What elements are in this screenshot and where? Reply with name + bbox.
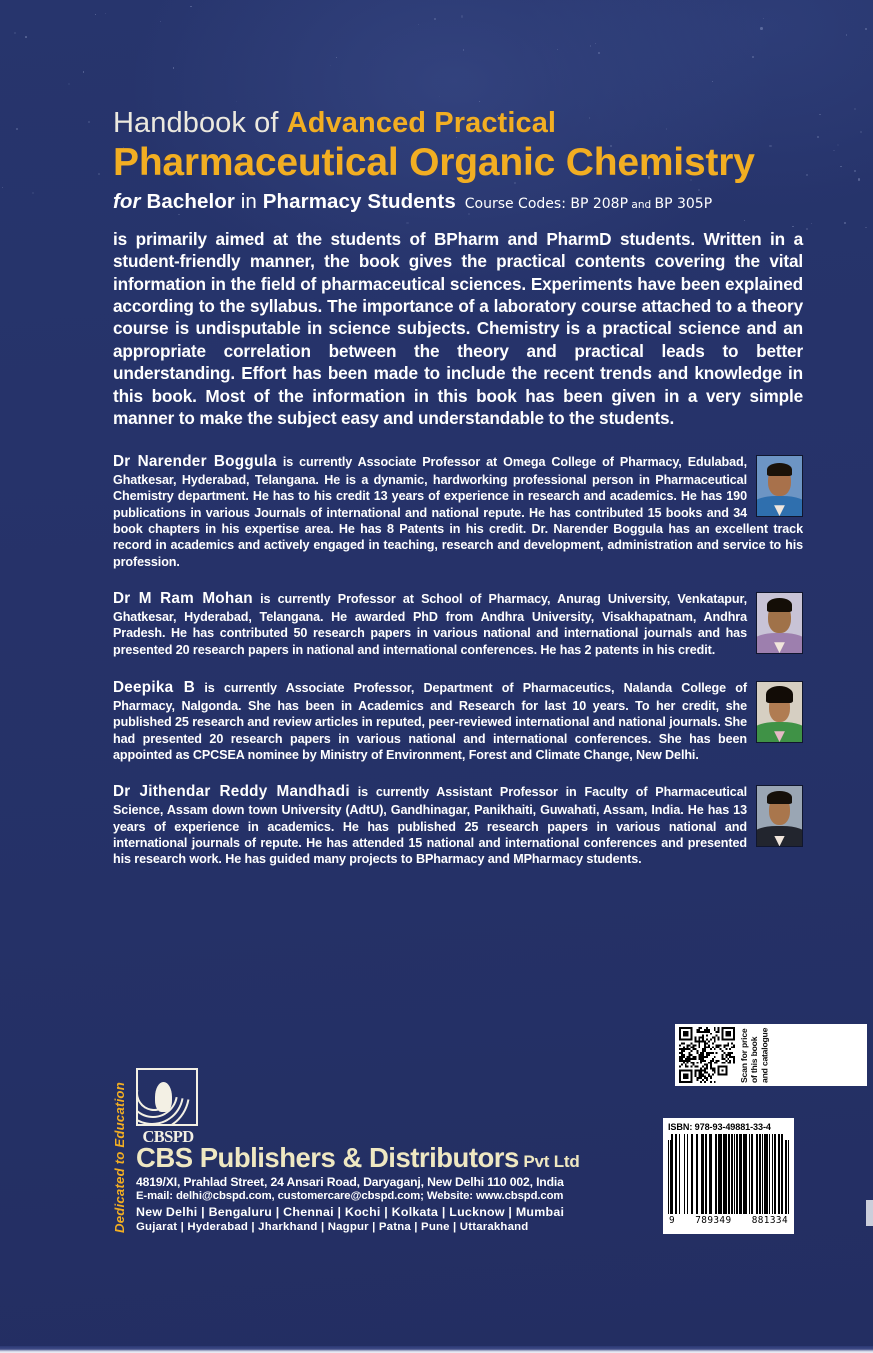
edge-tick-mark <box>866 1200 873 1226</box>
publisher-name-suffix: Pvt Ltd <box>518 1152 580 1171</box>
author-bio-item <box>113 452 803 570</box>
barcode-digit-prefix: 9 <box>669 1215 676 1226</box>
qr-code-icon <box>679 1027 735 1083</box>
author-name: Deepika B <box>113 679 196 697</box>
publisher-name-main: CBS Publishers & Distributors <box>136 1142 519 1173</box>
course-codes <box>456 196 712 212</box>
course-codes-label: Course Codes: <box>464 195 571 212</box>
subtitle-bachelor: Bachelor <box>146 189 241 213</box>
barcode-icon <box>668 1134 789 1214</box>
barcode-digits <box>668 1215 789 1226</box>
author-bio-item <box>113 678 803 763</box>
author-bio-text: is currently Assistant Professor in Faculty of Pharmaceutical Science, Assam down town University (AdtU), Gandhinagar, Panikhaiti, Guwahati, Assam, India. He has 13 years of experience in academics. He has published 25 research papers in various national and international journals of repute. He has attended 15 national and international conferences and presented his research work. He has guided many projects to BPharmacy and MPharmacy students. <box>113 785 747 867</box>
author-bio-text: is currently Professor at School of Pharmacy, Anurag University, Venkatapur, Ghatkesar, Hyderabad, Telangana. He awarded PhD from Andhra University, Visakhapatnam, Andhra Pradesh. He has contributed 50 research papers in various national and international journals and has presented 20 research papers in national and international conferences. He has 2 patents in his credit. <box>113 592 747 657</box>
author-bio-item <box>113 782 803 867</box>
cbspd-logo-word: CBSPD <box>142 1127 194 1146</box>
title-accent: Advanced Practical <box>286 107 557 139</box>
barcode-digit-group-2: 881334 <box>751 1215 788 1226</box>
book-description: is primarily aimed at the students of BPharm and PharmD students. Written in a student-friendly manner, the book gives the practical contents covering the vital information in the field of pharmaceutical sciences. Experiments have been explained according to the syllabus. The importance of a laboratory course attached to a theory course is undisputable in science subjects. Chemistry is a practical science and an appropriate correlation between the theory and practical leads to better understanding. Effort has been made to include the recent trends and knowledge in this book. Most of the information in this book has been given in a very simple manner to make the subject easy and understandable to the students. <box>113 229 803 428</box>
author-name: Dr Jithendar Reddy Mandhadi <box>113 783 350 801</box>
subtitle-in: in <box>240 189 263 213</box>
title-prefix: Handbook of <box>113 107 287 139</box>
author-photo <box>756 785 803 847</box>
publisher-block <box>112 1068 672 1233</box>
author-name: Dr Narender Boggula <box>113 453 277 470</box>
isbn-text: ISBN: 978-93-49881-33-4 <box>668 1122 771 1132</box>
author-name: Dr M Ram Mohan <box>113 590 253 608</box>
subtitle-for: for <box>113 189 147 213</box>
publisher-address: 4819/XI, Prahlad Street, 24 Ansari Road, Daryaganj, New Delhi 110 002, India <box>136 1174 564 1189</box>
course-code-1: BP 208P <box>570 195 629 212</box>
cbspd-logo-icon <box>136 1068 198 1126</box>
author-bio-text: is currently Associate Professor, Department of Pharmaceutics, Nalanda College of Pharmacy, Nalgonda. She has been in Academics and Research for last 10 years. To her credit, she published 25 research and review articles in reputed, peer-reviewed international and national journals. She had presented 20 research papers in various national and international conferences. She has been appointed as CPCSEA nominee by Ministry of Environment, Forest and Climate Change, New Delhi. <box>113 681 747 762</box>
publisher-tagline: Dedicated to Education <box>112 1082 127 1233</box>
title-main: Pharmaceutical Organic Chemistry <box>113 141 755 185</box>
cbspd-logo <box>136 1068 200 1146</box>
publisher-contact: E-mail: delhi@cbspd.com, customercare@cbspd.com; Website: www.cbspd.com <box>136 1189 564 1202</box>
publisher-cities-line-1: New Delhi | Bengaluru | Chennai | Kochi | Kolkata | Lucknow | Mumbai <box>136 1204 565 1219</box>
author-bio-item <box>113 589 803 659</box>
title-block <box>113 108 803 214</box>
publisher-cities-line-2: Gujarat | Hyderabad | Jharkhand | Nagpur | Patna | Pune | Uttarakhand <box>136 1220 529 1233</box>
author-photo <box>756 455 803 517</box>
title-subtitle <box>113 190 803 214</box>
publisher-name <box>136 1144 672 1172</box>
qr-caption: Scan for price of this book and catalogue <box>739 1027 770 1083</box>
author-photo <box>756 592 803 654</box>
course-codes-and: and <box>628 198 655 211</box>
barcode-block <box>663 1118 794 1234</box>
barcode-digit-group-1: 789349 <box>695 1215 732 1226</box>
course-code-2: BP 305P <box>654 195 713 212</box>
subtitle-pharmacy-students: Pharmacy Students <box>262 189 456 213</box>
author-bios <box>113 452 803 887</box>
author-photo <box>756 681 803 743</box>
author-bio-text: is currently Associate Professor at Omega College of Pharmacy, Edulabad, Ghatkesar, Hyderabad, Telangana. He is a dynamic, hardworking professional person in Pharmaceutical Chemistry department. He has to his credit 13 years of experience in research and academics. He has 190 publications in various Journals of international and national repute. He has contributed 15 books and 34 book chapters in his expertise area. He has 8 Patents in his credit. Dr. Narender Boggula has an excellent track record in academics and actively engaged in teaching, research and development, administration and service to his profession. <box>113 455 803 569</box>
title-line-1 <box>113 108 803 139</box>
qr-code-panel[interactable] <box>675 1024 867 1086</box>
